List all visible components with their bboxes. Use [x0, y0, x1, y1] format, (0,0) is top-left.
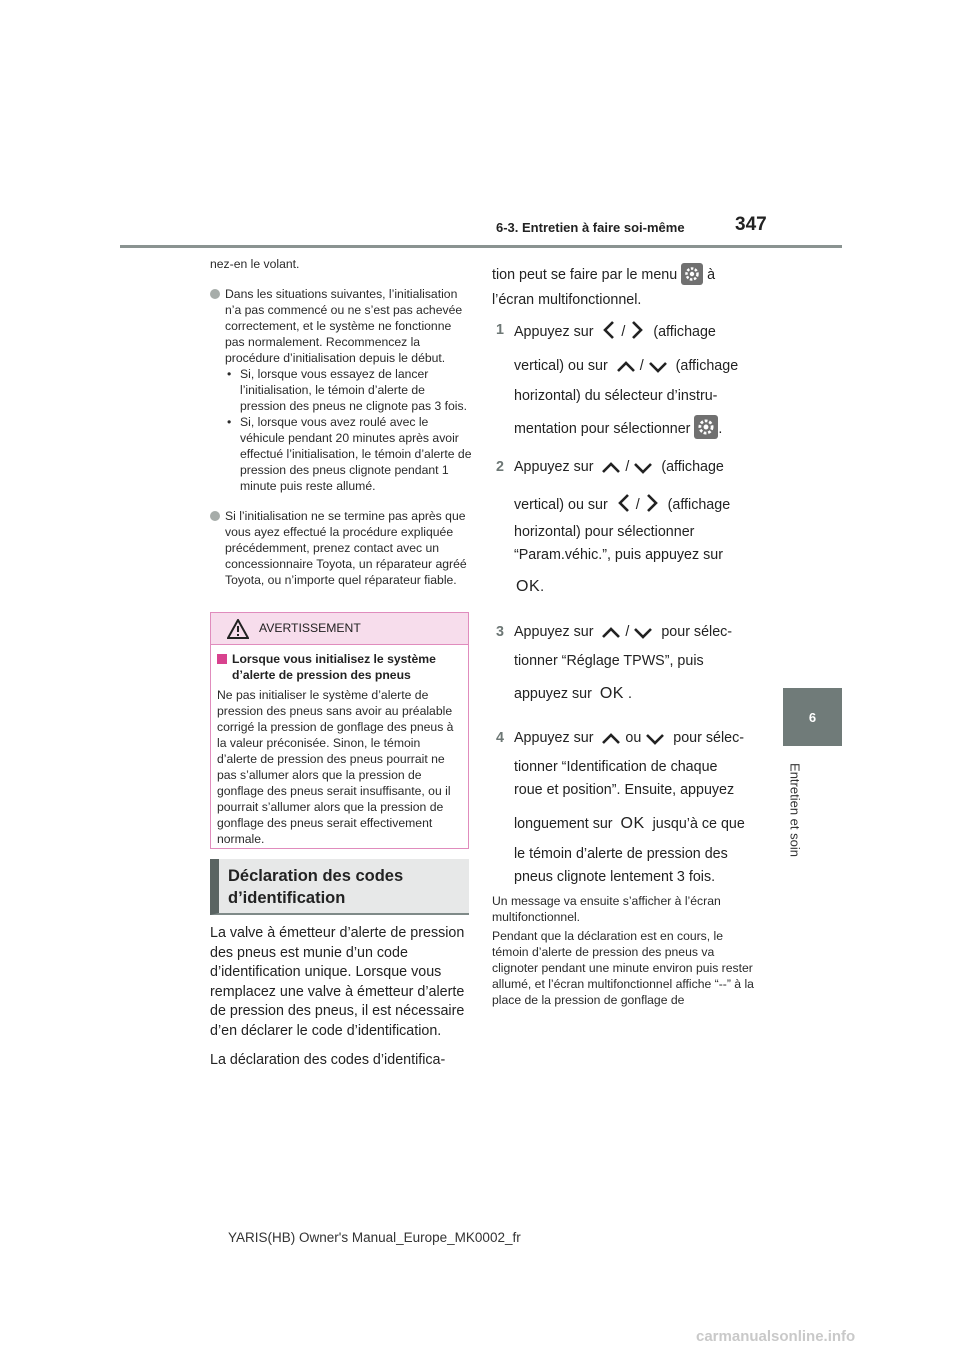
step-4-line: tionner “Identification de chaque: [514, 759, 718, 775]
step-3-line: [514, 684, 632, 704]
bullet-text: Si l’initialisation ne se termine pas après que vous ayez effectué la procédure expliquée précédemment, prenez contact avec un concessionnaire Toyota, un réparateur agréé Toyota, ou n’importe quel réparateur fiable.: [225, 509, 467, 587]
step-text: jusqu’à ce que: [652, 816, 745, 832]
gear-icon: [694, 415, 718, 439]
warning-subtitle-text: Lorsque vous initialisez le système d’alerte de pression des pneus: [232, 652, 436, 682]
chapter-title: Entretien et soin: [787, 763, 803, 857]
intro-text: tion peut se faire par le menu: [492, 267, 678, 283]
chevron-up-icon: [601, 461, 621, 475]
step-text: Appuyez sur: [514, 730, 594, 746]
warning-subtitle: [217, 651, 462, 683]
ok-button-label: OK: [620, 815, 645, 832]
left-notes: [210, 252, 472, 588]
sub-bullet-marker: •: [227, 415, 232, 429]
footer-text: YARIS(HB) Owner's Manual_Europe_MK0002_fr: [228, 1230, 521, 1245]
step-text: .: [627, 686, 632, 702]
sub-bullet: [225, 366, 472, 414]
step-text: /: [639, 358, 644, 374]
step-3-line: [496, 622, 733, 642]
section-body: [210, 924, 472, 1071]
chevron-right-icon: [629, 320, 645, 340]
gear-icon: [681, 263, 703, 285]
warning-body: [211, 645, 468, 847]
step-2-line: [496, 457, 724, 477]
warning-text: Ne pas initialiser le système d’alerte de pression des pneus sans avoir au préalable corrigé la pression de gonflage des pneus à la valeur préconisée. Sinon, le témoin d’alerte de pression des pneus pourrait ne pas s’allumer alors que la pression de gonflage des pneus serait insuffisante, ou il pourrait s’allumer alors que la pression de gonflage des pneus serait effectivement normale.: [217, 688, 454, 846]
intro-line: [492, 263, 715, 285]
sub-bullet-text: Si, lorsque vous avez roulé avec le véhicule pendant 20 minutes après avoir effectué l’initialisation, le témoin d’alerte de pression des pneus clignote pendant 1 minute puis reste allumé.: [240, 415, 472, 493]
step-text: Appuyez sur: [514, 459, 594, 475]
step-number: 4: [496, 730, 504, 746]
sub-bullet-marker: •: [227, 367, 232, 381]
chevron-down-icon: [645, 732, 665, 746]
step-number: 1: [496, 322, 504, 338]
step-2-line: [514, 493, 730, 515]
step-1-line: [496, 320, 716, 342]
section-heading: [210, 859, 469, 915]
step-3-line: tionner “Réglage TPWS”, puis: [514, 653, 704, 669]
step-text: .: [718, 421, 723, 437]
step-text: pour sélec-: [661, 624, 733, 640]
section-title: 6-3. Entretien à faire soi-même: [496, 220, 685, 235]
page-number: 347: [735, 214, 767, 235]
step-text: vertical) ou sur: [514, 358, 608, 374]
step-text: ou: [625, 730, 642, 746]
step-number: 3: [496, 624, 504, 640]
sub-bullet-text: Si, lorsque vous essayez de lancer l’initialisation, le témoin d’alerte de pression des pneus ne clignote pas 3 fois.: [240, 367, 467, 413]
chapter-tab: 6: [783, 688, 842, 746]
step-text: /: [625, 459, 630, 475]
step-text: (affichage: [661, 459, 724, 475]
bullet-dot-icon: [210, 511, 220, 521]
step-note: Pendant que la déclaration est en cours, le témoin d’alerte de pression des pneus va clignoter pendant une minute environ puis rester allumé, et l’écran multifonctionnel affiche “--” à la place de la pression de gonflage de: [492, 929, 754, 1007]
step-note: Un message va ensuite s’afficher à l’écran multifonctionnel.: [492, 894, 721, 924]
step-1-line: [514, 415, 722, 439]
step-text: /: [625, 624, 630, 640]
body-paragraph: La déclaration des codes d’identifica-: [210, 1052, 446, 1068]
step-text: mentation pour sélectionner: [514, 421, 691, 437]
chevron-right-icon: [644, 493, 660, 513]
step-text: pour sélec-: [673, 730, 744, 746]
step-2-line: horizontal) pour sélectionner: [514, 524, 695, 540]
continuation-text: nez-en le volant.: [210, 257, 300, 271]
step-2-line: [516, 577, 544, 597]
chapter-side-label: [781, 760, 809, 860]
step-1-line: [514, 356, 738, 376]
step-text: /: [621, 324, 626, 340]
step-1-line: horizontal) du sélecteur d’instru-: [514, 388, 718, 404]
step-text: .: [540, 579, 545, 595]
step-4-line: pneus clignote lentement 3 fois.: [514, 869, 716, 885]
warning-triangle-icon: [227, 619, 249, 639]
step-4-line: le témoin d’alerte de pression des: [514, 846, 728, 862]
step-text: Appuyez sur: [514, 324, 594, 340]
step-text: (affichage: [675, 358, 739, 374]
sub-bullet: [225, 414, 472, 494]
warning-square-icon: [217, 654, 227, 664]
section-heading-text: Déclaration des codes d’identification: [228, 867, 404, 907]
step-text: Appuyez sur: [514, 624, 594, 640]
body-paragraph: La valve à émetteur d’alerte de pression des pneus est munie d’un code d’identification unique. Lorsque vous remplacez une valve à émetteur d’alerte de pression des pneus, il est nécessaire d’en déclarer le code d’identification.: [210, 925, 465, 1039]
step-text: /: [635, 497, 640, 513]
warning-box: [210, 612, 469, 849]
intro-line: l’écran multifonctionnel.: [492, 292, 642, 308]
chevron-down-icon: [633, 461, 653, 475]
step-4-line: [496, 728, 744, 748]
ok-button-label: OK: [516, 578, 541, 595]
bullet-item: [210, 508, 472, 588]
chevron-up-icon: [601, 626, 621, 640]
header-divider: [120, 245, 842, 248]
intro-text-tail: à: [707, 267, 716, 283]
chevron-left-icon: [616, 493, 632, 513]
step-4-line: [514, 814, 745, 834]
bullet-dot-icon: [210, 289, 220, 299]
step-text: (affichage: [653, 324, 716, 340]
bullet-item: [210, 286, 472, 494]
bullet-text: Dans les situations suivantes, l’initialisation n’a pas commencé ou ne s’est pas achevée correctement, et le système ne fonctionne pas normalement. Recommencez la procédure d’initialisation depuis le début.: [225, 287, 463, 365]
step-text: vertical) ou sur: [514, 497, 608, 513]
chevron-down-icon: [648, 360, 668, 374]
chevron-down-icon: [633, 626, 653, 640]
ok-button-label: OK: [599, 685, 624, 702]
warning-header: [211, 613, 468, 645]
step-2-line: “Param.véhic.”, puis appuyez sur: [514, 547, 723, 563]
watermark-text: carmanualsonline.info: [696, 1328, 856, 1345]
step-text: longuement sur: [514, 816, 613, 832]
step-text: appuyez sur: [514, 686, 592, 702]
chevron-left-icon: [601, 320, 617, 340]
step-number: 2: [496, 459, 504, 475]
chevron-up-icon: [601, 732, 621, 746]
step-4-line: roue et position”. Ensuite, appuyez: [514, 782, 735, 798]
warning-title: AVERTISSEMENT: [259, 621, 361, 635]
chevron-up-icon: [616, 360, 636, 374]
step-text: (affichage: [667, 497, 731, 513]
